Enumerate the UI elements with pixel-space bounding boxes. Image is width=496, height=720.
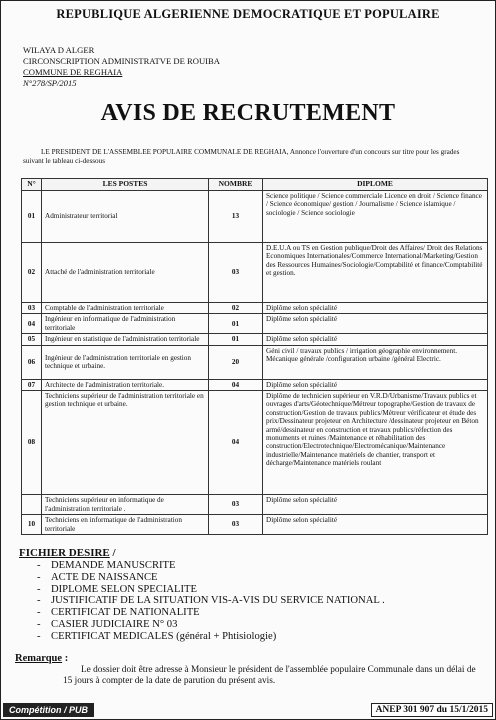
row-nombre: 01: [209, 314, 263, 334]
header-num: N°: [22, 179, 42, 191]
row-poste: Ingénieur de l'administration territoriale en gestion technique et urbaine.: [42, 345, 209, 379]
table-row: [22, 243, 488, 303]
table-row: [22, 191, 488, 243]
fichier-item: JUSTIFICATIF DE LA SITUATION VIS-A-VIS DU SERVICE NATIONAL .: [51, 595, 385, 607]
wilaya-line: WILAYA D ALGER: [23, 45, 95, 55]
table-row: [22, 391, 488, 495]
reference-number: N°278/SP/2015: [23, 78, 77, 88]
row-num: 10: [22, 515, 42, 535]
row-poste: Comptable de l'administration territoriale: [42, 303, 209, 314]
list-item: - ACTE DE NAISSANCE: [37, 571, 158, 583]
table-row: [22, 334, 488, 345]
commune-line: COMMUNE DE REGHAIA: [23, 67, 123, 77]
issuer-block: [23, 45, 220, 89]
header-poste: LES POSTES: [42, 179, 209, 191]
list-item: - CERTIFICAT DE NATIONALITE: [37, 607, 200, 619]
fichier-item: ACTE DE NAISSANCE: [51, 571, 158, 583]
list-item: - DEMANDE MANUSCRITE: [37, 560, 176, 571]
row-diplome: Diplôme selon spécialité: [263, 303, 488, 314]
row-poste: Techniciens en informatique de l'administration territoriale: [42, 515, 209, 535]
fichier-item: DIPLOME SELON SPECIALITE: [51, 583, 197, 595]
row-num: 02: [22, 243, 42, 303]
row-poste: Administrateur territorial: [42, 191, 209, 243]
row-nombre: 03: [209, 515, 263, 535]
remarque-title: Remarque: [15, 653, 63, 664]
competition-badge: Compétition / PUB: [3, 703, 94, 717]
remarque-text: Le dossier doit être adresse à Monsieur le président de l'assemblée populaire Communale dans un délai de 15 jours à compter de la date de parution du présent avis.: [63, 665, 476, 686]
row-nombre: 01: [209, 334, 263, 345]
row-num: 04: [22, 314, 42, 334]
list-item: - CASIER JUDICIAIRE N° 03: [37, 618, 178, 630]
fichier-list: [37, 560, 385, 643]
row-diplome: Géni civil / travaux publics / irrigation géographie environnement. Mécanique générale /configuration urbaine /général Electric.: [263, 345, 488, 379]
republic-header: REPUBLIQUE ALGERIENNE DEMOCRATIQUE ET POPULAIRE: [56, 7, 440, 21]
intro-paragraph: LE PRESIDENT DE L'ASSEMBLEE POPULAIRE COMMUNALE DE REGHAIA, Annonce l'ouverture d'un concours sur titre pour les grades suivant le tableau ci-dessous: [23, 148, 460, 165]
row-poste: Techniciens supérieur en informatique de l'administration territoriale .: [42, 495, 209, 515]
anep-reference: ANEP 301 907 du 15/1/2015: [371, 703, 493, 717]
row-poste: Ingénieur en statistique de l'administration territoriale: [42, 334, 209, 345]
row-diplome: D.E.U.A ou TS en Gestion publique/Droit des Affaires/ Droit des Relations Economiques Internationales/Commerce International/Marketing/Gestion des Ressources Humaines/Sociologie/Comptabilité et finance/Comptabilité et gestion.: [263, 243, 488, 303]
row-nombre: 04: [209, 379, 263, 390]
table-row: [22, 495, 488, 515]
fichier-item: CERTIFICAT DE NATIONALITE: [51, 607, 200, 619]
row-diplome: Diplôme selon spécialité: [263, 334, 488, 345]
notice-title: AVIS DE RECRUTEMENT: [100, 100, 396, 126]
row-num: 06: [22, 345, 42, 379]
row-poste: Architecte de l'administration territoriale.: [42, 379, 209, 390]
row-nombre: 02: [209, 303, 263, 314]
table-row: [22, 515, 488, 535]
list-item: - CERTIFICAT MEDICALES (général + Phtisiologie): [37, 630, 277, 642]
table-row: [22, 379, 488, 390]
row-poste: Ingénieur en informatique de l'administration territoriale: [42, 314, 209, 334]
row-diplome: Diplôme selon spécialité: [263, 515, 488, 535]
row-diplome: Diplôme de technicien supérieur en V.R.D/Urbanisme/Travaux publics et ouvrages d'arts/Géotechnique/Métreur topographe/Gestion de travaux de construction/Gestion de travaux publics/Métreur vérificateur et étude des prix/Dessinateur projeteur en Architecture /dessinateur projeteur en Béton armé/dessinateur en construction et travaux publics/réfection des monuments et ruines /Maintenance et réhabilitation des construction/Electrotechnique/Electromécanique/Maintenance industrielle/Maintenance matériels de chantier, transport et décharge/Maintenance matériels roulant: [263, 391, 488, 495]
row-diplome: Diplôme selon spécialité: [263, 379, 488, 390]
row-poste: Attaché de l'administration territoriale: [42, 243, 209, 303]
row-nombre: 13: [209, 191, 263, 243]
fichier-heading: FICHIER DESIRE /: [19, 547, 116, 559]
positions-table: [21, 178, 488, 535]
row-num: 08: [22, 391, 42, 495]
list-item: - JUSTIFICATIF DE LA SITUATION VIS-A-VIS DU SERVICE NATIONAL .: [37, 595, 385, 607]
row-num: 07: [22, 379, 42, 390]
row-diplome: Diplôme selon spécialité: [263, 314, 488, 334]
row-nombre: 20: [209, 345, 263, 379]
header-diplome: DIPLOME: [263, 179, 488, 191]
row-num: [22, 495, 42, 515]
list-item: - DIPLOME SELON SPECIALITE: [37, 583, 197, 595]
remarque-heading: Remarque :: [15, 653, 69, 664]
fichier-item: CASIER JUDICIAIRE N° 03: [51, 618, 178, 630]
table-row: [22, 345, 488, 379]
row-num: 05: [22, 334, 42, 345]
row-nombre: 03: [209, 243, 263, 303]
circonscription-line: CIRCONSCRIPTION ADMINISTRATVE DE ROUIBA: [23, 56, 220, 66]
row-nombre: 04: [209, 391, 263, 495]
table-row: [22, 303, 488, 314]
header-nombre: NOMBRE: [209, 179, 263, 191]
fichier-item: CERTIFICAT MEDICALES (général + Phtisiologie): [51, 630, 277, 642]
row-nombre: 03: [209, 495, 263, 515]
row-num: 01: [22, 191, 42, 243]
fichier-item: DEMANDE MANUSCRITE: [51, 560, 176, 571]
row-poste: Techniciens supérieur de l'administration territoriale en gestion technique et urbaine.: [42, 391, 209, 495]
fichier-title: FICHIER DESIRE: [19, 547, 110, 559]
row-diplome: Science politique / Science commerciale Licence en droit / Science finance / Science économique/ gestion / Journalisme / Science islamique / sociologie / Science sociologie: [263, 191, 488, 243]
table-header-row: [22, 179, 488, 191]
row-num: 03: [22, 303, 42, 314]
row-diplome: Diplôme selon spécialité: [263, 495, 488, 515]
table-row: [22, 314, 488, 334]
